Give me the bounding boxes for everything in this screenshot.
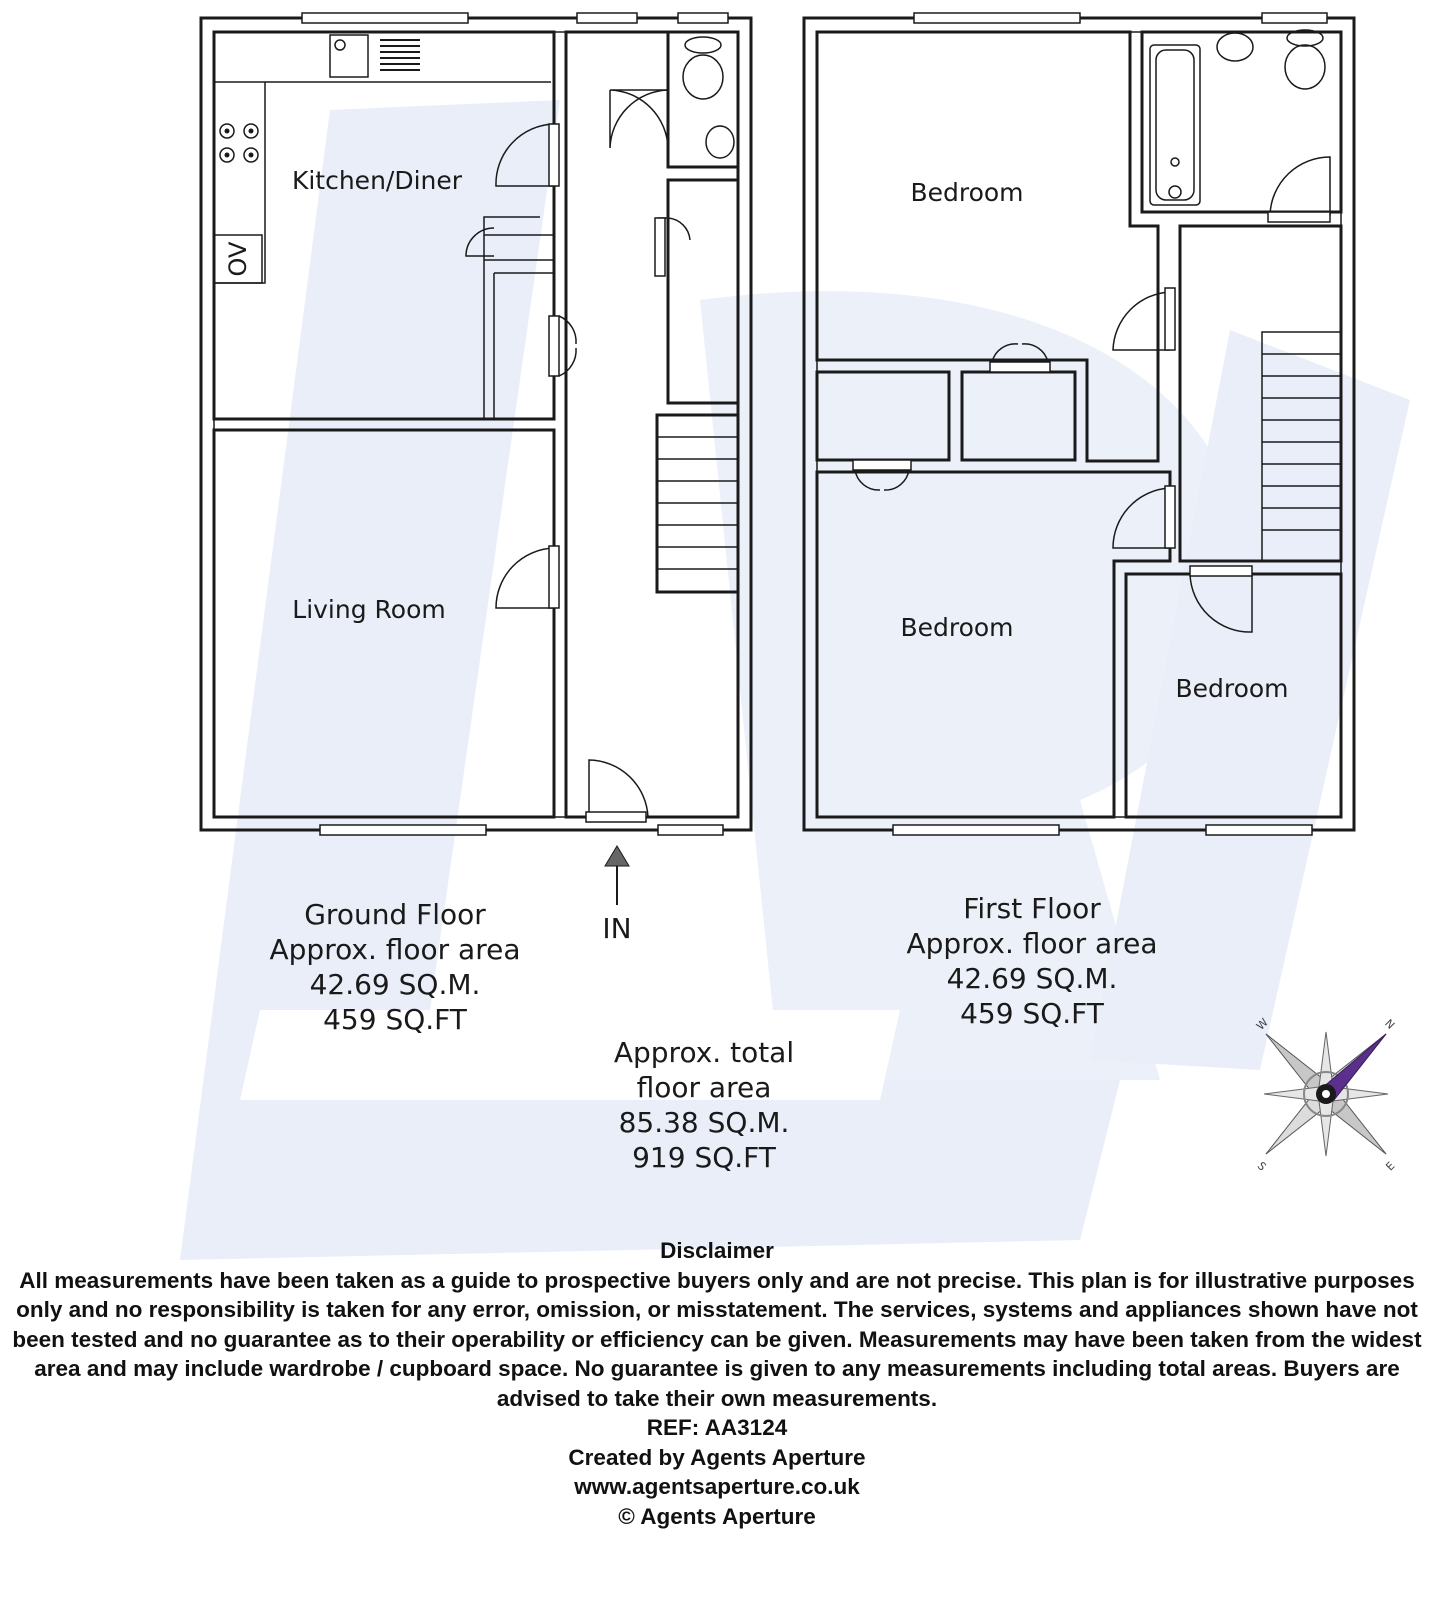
disclaimer-ref: REF: AA3124: [646, 1415, 788, 1440]
disclaimer-heading: Disclaimer: [660, 1238, 774, 1263]
compass-w: W: [1253, 1015, 1271, 1033]
window: [658, 825, 723, 835]
cupboard-double-door: [990, 362, 1050, 372]
window: [577, 13, 637, 23]
first-floor-area-label: Approx. floor area: [906, 927, 1158, 960]
window: [678, 13, 728, 23]
window: [1262, 13, 1327, 23]
disclaimer-created-by: Created by Agents Aperture: [568, 1444, 866, 1470]
ground-floor-title: Ground Floor: [304, 898, 486, 931]
compass-s: S: [1254, 1159, 1269, 1174]
oven-label: OV: [224, 241, 252, 277]
hob-icon: [220, 124, 258, 162]
window: [914, 13, 1080, 23]
cupboard-double-door: [853, 460, 911, 470]
living-room-door: [496, 548, 554, 608]
drainer-icon: [380, 40, 420, 70]
total-line2: floor area: [636, 1071, 772, 1104]
hallway: [566, 32, 738, 817]
disclaimer-website: www.agentsaperture.co.uk: [574, 1474, 860, 1499]
toilet-icon: [1285, 45, 1325, 89]
front-door-frame: [586, 812, 646, 822]
ground-floor-area-label: Approx. floor area: [269, 933, 521, 966]
disclaimer-block: [10, 1236, 1424, 1531]
ground-floor-sqm: 42.69 SQ.M.: [309, 968, 481, 1001]
kitchen-label: Kitchen/Diner: [291, 166, 463, 195]
bath-icon: [1150, 45, 1200, 205]
window: [893, 825, 1059, 835]
first-floor-title: First Floor: [963, 892, 1101, 925]
basin-icon: [706, 126, 734, 158]
window: [320, 825, 486, 835]
total-sqft: 919 SQ.FT: [632, 1141, 776, 1174]
bedroom-3-label: Bedroom: [1175, 674, 1289, 703]
entrance-label: IN: [602, 912, 632, 945]
disclaimer-body: All measurements have been taken as a guide to prospective buyers only and are not precise. This plan is for illustrative purposes only and no responsibility is taken for any error, omission, or misstatement. The services, systems and appliances shown have not been tested and no guarantee as to their operability or efficiency can be given. Measurements may have been taken from the widest area and may include wardrobe / cupboard space. No guarantee is given to any measurements including total areas. Buyers are advised to take their own measurements.: [12, 1267, 1422, 1411]
bathroom-door: [1270, 157, 1330, 215]
bedroom-1-door: [1113, 292, 1170, 350]
cupboard-double-door: [549, 316, 559, 376]
ground-floor-sqft: 459 SQ.FT: [323, 1003, 467, 1036]
basin-icon: [1217, 33, 1253, 61]
compass-e: E: [1383, 1159, 1398, 1174]
bedroom-1-label: Bedroom: [910, 178, 1024, 207]
front-door: [589, 760, 648, 817]
entrance-arrow-icon: [605, 846, 629, 905]
first-floor-sqft: 459 SQ.FT: [960, 997, 1104, 1030]
first-floor-sqm: 42.69 SQ.M.: [946, 962, 1118, 995]
toilet-icon: [683, 55, 723, 99]
window: [302, 13, 468, 23]
window: [1206, 825, 1312, 835]
bathroom: [1142, 32, 1341, 212]
total-line1: Approx. total: [613, 1036, 795, 1069]
compass-n: N: [1382, 1016, 1398, 1032]
total-sqm: 85.38 SQ.M.: [618, 1106, 790, 1139]
living-room-label: Living Room: [292, 595, 446, 624]
disclaimer-copyright: © Agents Aperture: [618, 1503, 816, 1529]
bedroom-2-label: Bedroom: [900, 613, 1014, 642]
